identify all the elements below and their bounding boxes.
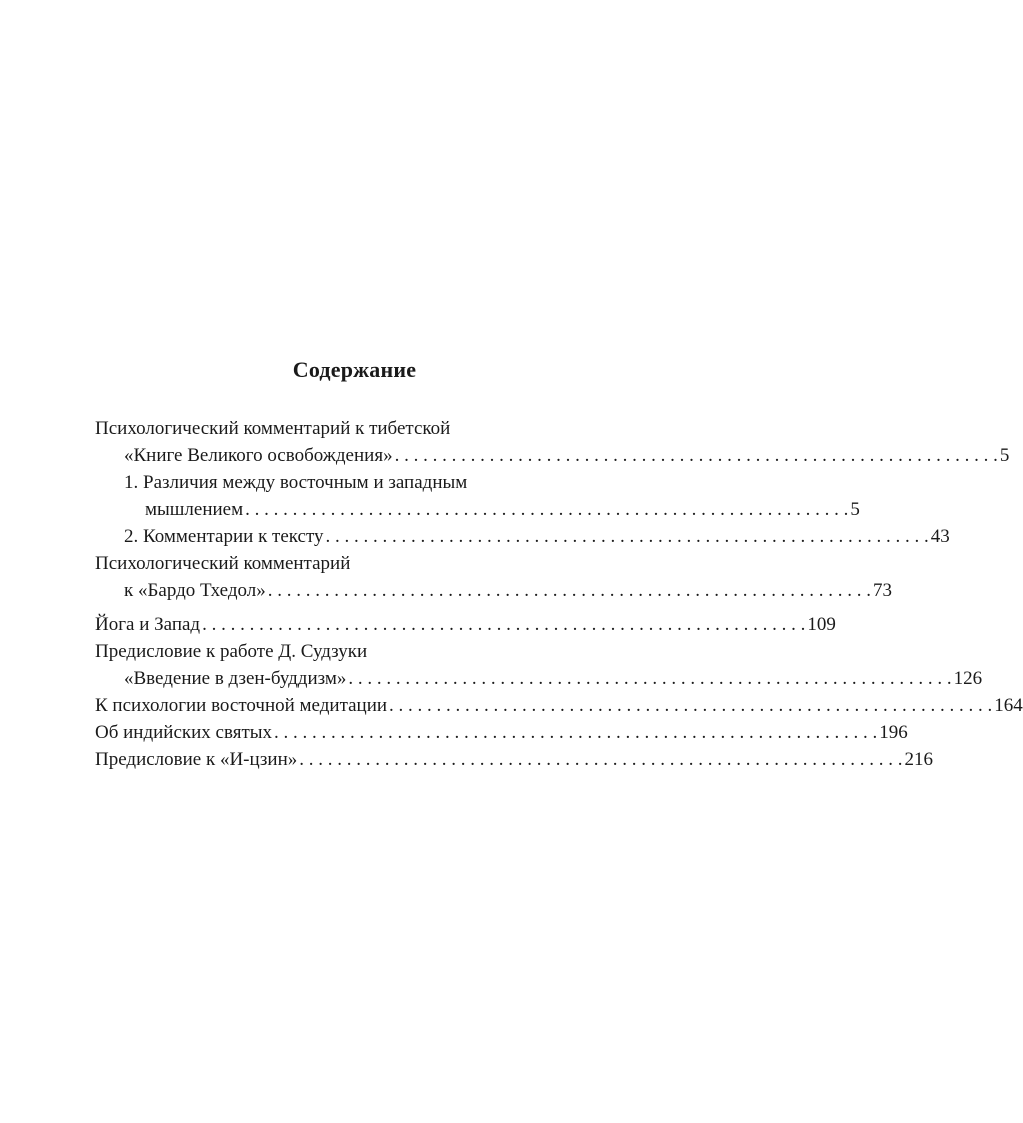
toc-entry-title: «Книге Великого освобождения» <box>124 445 393 466</box>
toc-entry[interactable] <box>124 442 1010 469</box>
dot-leader: . . . . . . . . . . . . . . . . . . . . . . . . . . . . . . . . . . . . . . . . . . . . . . . . . . . . . . . . . . . . . . . . <box>274 722 878 743</box>
toc-entry-line: Психологический комментарий к тибетской <box>95 418 451 439</box>
toc-entry-title: «Введение в дзен-буддизм» <box>124 668 347 689</box>
dot-leader: . . . . . . . . . . . . . . . . . . . . . . . . . . . . . . . . . . . . . . . . . . . . . . . . . . . . . . . . . . . . . . . . <box>325 526 929 547</box>
toc-entry-line: Психологический комментарий <box>95 553 351 574</box>
dot-leader: . . . . . . . . . . . . . . . . . . . . . . . . . . . . . . . . . . . . . . . . . . . . . . . . . . . . . . . . . . . . . . . . <box>267 580 872 601</box>
toc-entry-title: мышлением <box>145 499 244 520</box>
toc-page-number: 126 <box>953 668 983 689</box>
toc-entry[interactable] <box>145 496 860 523</box>
dot-leader: . . . . . . . . . . . . . . . . . . . . . . . . . . . . . . . . . . . . . . . . . . . . . . . . . . . . . . . . . . . . . . . . <box>389 695 993 716</box>
toc-page-number: 5 <box>999 445 1010 466</box>
toc-page-number: 43 <box>930 526 950 547</box>
toc-entry-line: Предисловие к работе Д. Судзуки <box>95 641 368 662</box>
toc-page-number: 196 <box>879 722 908 743</box>
toc-entry[interactable] <box>124 577 893 604</box>
toc-entry-title: Йога и Запад <box>95 614 201 635</box>
toc-page-number: 5 <box>850 499 860 520</box>
toc-entry[interactable] <box>95 719 908 746</box>
toc-entry-title: К психологии восточной медитации <box>95 695 388 716</box>
toc-entry[interactable] <box>124 665 983 692</box>
dot-leader: . . . . . . . . . . . . . . . . . . . . . . . . . . . . . . . . . . . . . . . . . . . . . . . . . . . . . . . . . . . . . . . . <box>202 614 806 635</box>
toc-page-number: 73 <box>873 580 893 601</box>
toc-entry-title: Предисловие к «И-цзин» <box>95 749 298 770</box>
dot-leader: . . . . . . . . . . . . . . . . . . . . . . . . . . . . . . . . . . . . . . . . . . . . . . . . . . . . . . . . . . . . . . . . <box>299 749 903 770</box>
toc-entry-line: 1. Различия между восточным и западным <box>124 472 468 493</box>
toc-entry-title: к «Бардо Тхедол» <box>124 580 266 601</box>
toc-heading: Содержание <box>292 357 417 382</box>
toc-page-number: 164 <box>994 695 1023 716</box>
toc-page-number: 216 <box>904 749 933 770</box>
toc-entry[interactable] <box>95 611 836 638</box>
toc-entry[interactable] <box>95 746 933 773</box>
dot-leader: . . . . . . . . . . . . . . . . . . . . . . . . . . . . . . . . . . . . . . . . . . . . . . . . . . . . . . . . . . . . . . . . <box>245 499 849 520</box>
toc-entry-title: 2. Комментарии к тексту <box>124 526 324 547</box>
dot-leader: . . . . . . . . . . . . . . . . . . . . . . . . . . . . . . . . . . . . . . . . . . . . . . . . . . . . . . . . . . . . . . . . <box>394 445 998 466</box>
toc-page-number: 109 <box>807 614 836 635</box>
toc-entry[interactable] <box>95 692 1023 719</box>
toc-entry[interactable] <box>124 523 950 550</box>
dot-leader: . . . . . . . . . . . . . . . . . . . . . . . . . . . . . . . . . . . . . . . . . . . . . . . . . . . . . . . . . . . . . . . . <box>348 668 952 689</box>
toc-entry-title: Об индийских святых <box>95 722 273 743</box>
